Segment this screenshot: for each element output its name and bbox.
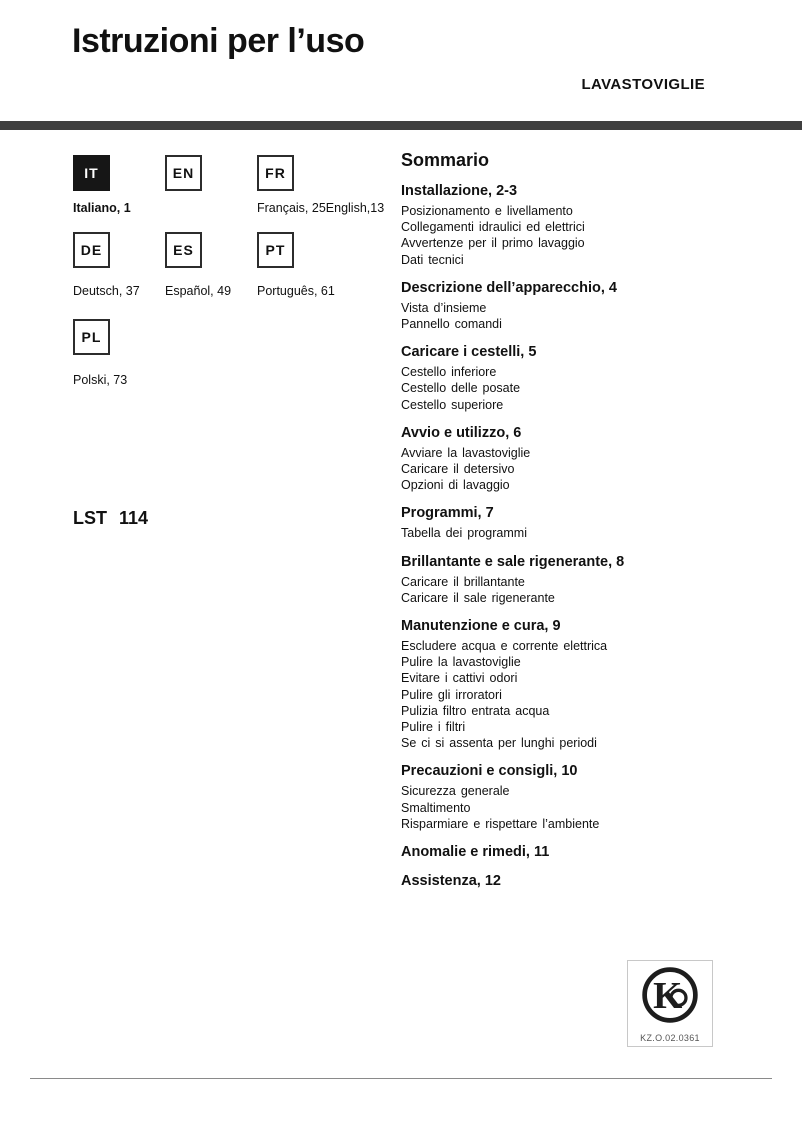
toc-section-anomalie [401, 844, 746, 861]
toc-item: Opzioni di lavaggio [401, 478, 510, 493]
toc-section-installazione [401, 183, 746, 268]
toc-section-precauzioni [401, 763, 746, 832]
toc-title: Sommario [401, 150, 490, 170]
toc-section-assistenza [401, 873, 746, 890]
svg-text:K: K [653, 976, 683, 1018]
toc-section-heading: Manutenzione e cura, 9 [401, 618, 561, 635]
toc-section-heading: Caricare i cestelli, 5 [401, 344, 537, 361]
language-box-es: ES [165, 232, 202, 268]
toc-section-manutenzione [401, 618, 746, 751]
toc-item: Pulizia filtro entrata acqua [401, 703, 550, 718]
toc-item: Caricare il sale rigenerante [401, 590, 555, 605]
toc-section-heading: Avvio e utilizzo, 6 [401, 424, 522, 441]
toc-item: Posizionamento e livellamento [401, 204, 573, 218]
toc-section-avvio [401, 425, 746, 494]
toc-section-brillantante [401, 554, 746, 606]
toc-section-heading: Brillantante e sale rigenerante, 8 [401, 553, 625, 570]
toc-section-heading: Precauzioni e consigli, 10 [401, 763, 578, 780]
certification-mark-icon [639, 964, 701, 1031]
language-box-de: DE [73, 232, 110, 268]
toc-item: Sicurezza generale [401, 784, 510, 799]
toc-item: Caricare il brillantante [401, 574, 525, 589]
certification-box [627, 960, 713, 1047]
language-box-it: IT [73, 155, 110, 191]
page-title: Istruzioni per l’uso [72, 22, 365, 60]
toc-item: Cestello superiore [401, 397, 504, 412]
language-label-italiano: Italiano, 1 [73, 201, 131, 215]
toc-item: Cestello delle posate [401, 381, 521, 396]
toc-section-heading: Installazione, 2-3 [401, 183, 518, 199]
footer-rule [30, 1078, 772, 1079]
language-label-portugues: Português, 61 [257, 284, 335, 298]
appliance-type-label: LAVASTOVIGLIE [581, 76, 705, 93]
toc-item: Tabella dei programmi [401, 526, 527, 541]
toc-item: Avvertenze per il primo lavaggio [401, 236, 585, 251]
language-box-fr: FR [257, 155, 294, 191]
toc-item: Se ci si assenta per lunghi periodi [401, 736, 597, 751]
language-label-francais-english: Français, 25English,13 [257, 201, 385, 215]
toc-item: Escludere acqua e corrente elettrica [401, 639, 608, 654]
toc-item: Collegamenti idraulici ed elettrici [401, 220, 585, 235]
toc-item: Vista d’insieme [401, 300, 487, 315]
toc-section-heading: Descrizione dell’apparecchio, 4 [401, 279, 617, 296]
toc-item: Avviare la lavastoviglie [401, 445, 531, 460]
language-label-polski: Polski, 73 [73, 373, 128, 387]
language-box-pl: PL [73, 319, 110, 355]
toc-item: Evitare i cattivi odori [401, 671, 518, 686]
toc-section-descrizione [401, 280, 746, 332]
toc-section-caricare-cestelli [401, 344, 746, 413]
language-box-pt: PT [257, 232, 294, 268]
toc-item: Pulire la lavastoviglie [401, 655, 521, 670]
toc-section-heading: Anomalie e rimedi, 11 [401, 844, 550, 861]
toc-item: Caricare il detersivo [401, 462, 515, 477]
toc-item: Pannello comandi [401, 317, 502, 332]
toc-section-programmi [401, 505, 746, 541]
model-number: LST 114 [73, 508, 149, 528]
certification-number: KZ.O.02.0361 [640, 1033, 700, 1043]
language-box-en: EN [165, 155, 202, 191]
language-label-espanol: Español, 49 [165, 284, 232, 298]
toc-item: Dati tecnici [401, 252, 464, 267]
table-of-contents [401, 150, 746, 893]
toc-section-heading: Programmi, 7 [401, 505, 494, 522]
toc-item: Smaltimento [401, 800, 471, 815]
toc-item: Cestello inferiore [401, 365, 497, 380]
toc-item: Pulire i filtri [401, 720, 466, 735]
toc-item: Risparmiare e rispettare l’ambiente [401, 816, 600, 831]
language-label-deutsch: Deutsch, 37 [73, 284, 140, 298]
toc-section-heading: Assistenza, 12 [401, 873, 501, 890]
toc-item: Pulire gli irroratori [401, 687, 502, 702]
header-rule [0, 121, 802, 130]
